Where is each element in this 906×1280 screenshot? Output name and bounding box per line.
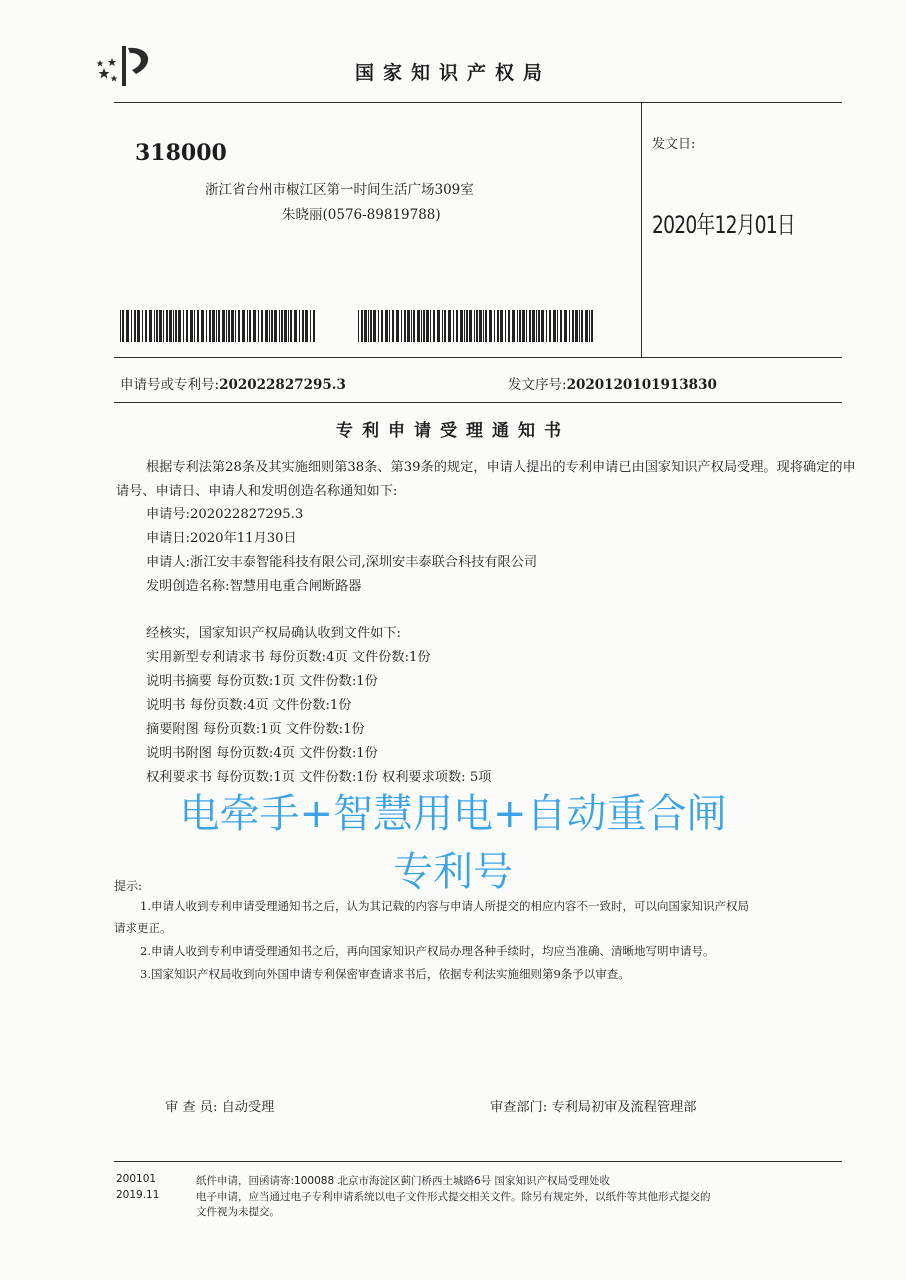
application-number-label: 申请号或专利号: <box>120 377 220 393</box>
overlay-caption-line2: 专利号 <box>393 849 513 895</box>
footer-line: 电子申请，应当通过电子专利申请系统以电子文件形式提交相关文件。除另有规定外，以纸件等其他形式提交的 <box>196 1191 711 1203</box>
tip-item: 3.国家知识产权局收到向外国申请专利保密审查请求书后，依据专利法实施细则第9条予以审查。 <box>140 967 630 981</box>
received-item: 说明书 每份页数:4页 文件份数:1份 <box>146 698 352 713</box>
header-rule <box>114 102 842 103</box>
examiner-label: 审 查 员: <box>165 1100 218 1115</box>
office-name: 国家知识产权局 <box>355 62 552 84</box>
tip-item: 1.申请人收到专利申请受理通知书之后，认为其记载的内容与申请人所提交的相应内容不一致时，可以向国家知识产权局 <box>140 899 749 913</box>
recipient-contact: 朱晓丽(0576-89819788) <box>282 207 441 223</box>
serial-number: 2020120101913830 <box>566 377 717 393</box>
received-item: 权利要求书 每份页数:1页 文件份数:1份 权利要求项数: 5项 <box>146 770 492 785</box>
issue-date: 2020年12月01日 <box>652 211 795 239</box>
footer-rule <box>114 1161 842 1162</box>
received-item: 摘要附图 每份页数:1页 文件份数:1份 <box>146 722 365 737</box>
department-value: 专利局初审及流程管理部 <box>551 1100 697 1115</box>
field-application-number: 申请号:202022827295.3 <box>146 507 304 522</box>
document-title: 专利申请受理通知书 <box>336 421 570 441</box>
barcode-left <box>120 310 316 342</box>
recipient-address: 浙江省台州市椒江区第一时间生活广场309室 <box>205 182 474 198</box>
footer-line: 文件视为未提交。 <box>196 1206 280 1218</box>
examiner-value: 自动受理 <box>221 1100 275 1115</box>
barcode-right <box>358 310 594 342</box>
department-label: 审查部门: <box>490 1100 548 1115</box>
intro-paragraph: 根据专利法第28条及其实施细则第38条、第39条的规定，申请人提出的专利申请已由国家知识产权局受理。现将确定的申请号、申请日、申请人和发明创造名称通知如下: <box>116 460 856 499</box>
received-lead: 经核实，国家知识产权局确认收到文件如下: <box>146 626 402 641</box>
cnipa-logo-icon <box>92 40 162 90</box>
application-number: 202022827295.3 <box>219 377 346 393</box>
examiner <box>165 1096 274 1120</box>
field-invention-title: 发明创造名称:智慧用电重合闸断路器 <box>146 579 362 594</box>
overlay-caption-line1: 电牵手+智慧用电+自动重合闸 <box>179 791 727 837</box>
footer-line: 纸件申请，回函请寄:100088 北京市海淀区蓟门桥西土城路6号 国家知识产权局受理处收 <box>196 1175 610 1187</box>
field-filing-date: 申请日:2020年11月30日 <box>146 531 297 546</box>
received-item: 说明书附图 每份页数:4页 文件份数:1份 <box>146 746 378 761</box>
footer-code: 200101 <box>116 1173 157 1185</box>
tip-item: 2.申请人收到专利申请受理通知书之后，再向国家知识产权局办理各种手续时，均应当准确、清晰地写明申请号。 <box>140 944 715 958</box>
serial-number-line <box>508 373 717 393</box>
header-divider <box>641 102 642 358</box>
tip-item: 请求更正。 <box>114 921 172 935</box>
reference-bottom-rule <box>114 402 842 403</box>
department <box>490 1096 696 1120</box>
tips-heading: 提示: <box>114 879 143 893</box>
footer-version: 2019.11 <box>116 1189 160 1201</box>
application-number-line <box>120 373 346 393</box>
reference-top-rule <box>114 357 842 358</box>
field-applicant: 申请人:浙江安丰泰智能科技有限公司,深圳安丰泰联合科技有限公司 <box>146 555 538 570</box>
received-item: 说明书摘要 每份页数:1页 文件份数:1份 <box>146 674 378 689</box>
postcode: 318000 <box>135 140 227 166</box>
issue-date-label: 发文日: <box>652 137 696 152</box>
serial-number-label: 发文序号: <box>508 377 567 393</box>
received-item: 实用新型专利请求书 每份页数:4页 文件份数:1份 <box>146 650 431 665</box>
